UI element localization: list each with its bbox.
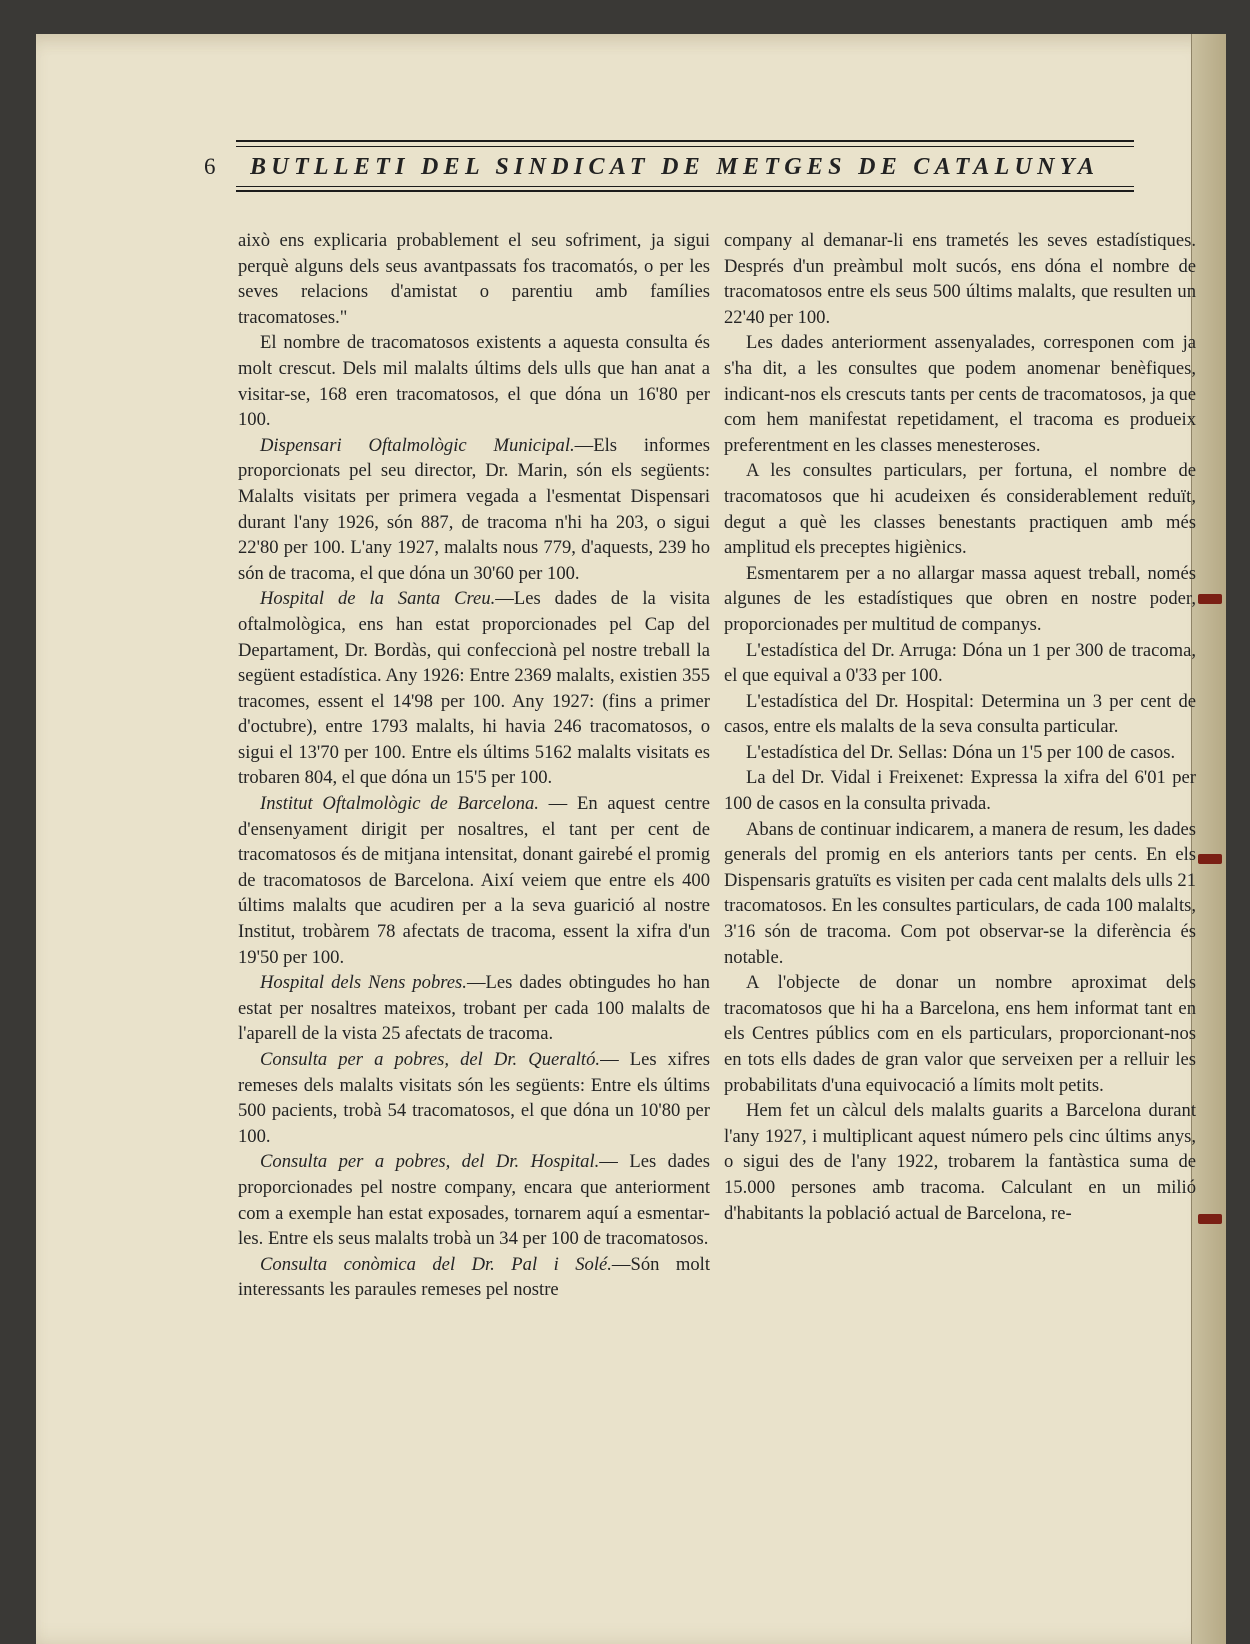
paragraph: Les dades anteriorment assenyalades, corresponen com ja s'ha dit, a les consultes que podem anomenar benèfiques, indicant-nos els crescuts tants per cents de tracomatosos, ja que com hem manifestat repetidament, el tracoma es produeix preferentment en les classes menesteroses. — [724, 332, 1196, 456]
paragraph — [238, 586, 710, 791]
left-column — [238, 228, 710, 1303]
section-text: —Els informes proporcionats pel seu director, Dr. Marin, són els següents: Malalts visitats per primera vegada a l'esmentat Dispensari durant l'any 1926, són 887, de tracoma n'hi ha 203, o sigui 22'80 per 100. L'any 1927, malalts nous 779, d'aquests, 239 ho són de tracoma, el que dóna un 30'60 per 100. — [238, 434, 710, 584]
paragraph: L'estadística del Dr. Hospital: Determina un 3 per cent de casos, entre els malalts de la seva consulta particular. — [724, 690, 1196, 738]
section-lead: Dispensari Oftalmològic Municipal. — [260, 434, 575, 456]
section-text: — Les dades proporcionades pel nostre company, encara que anteriorment com a exemple han estat exposades, tornarem aquí a esmentar-les. Entre els seus malalts trobà un 34 per 100 de tracomatosos. — [238, 1151, 710, 1250]
paragraph: L'estadística del Dr. Arruga: Dóna un 1 per 300 de tracoma, el que equival a 0'33 per 100. — [724, 639, 1196, 687]
paragraph: Esmentarem per a no allargar massa aquest treball, només algunes de les estadístiques que obren en nostre poder, proporcionades per multitud de companys. — [724, 562, 1196, 635]
journal-title: BUTLLETI DEL SINDICAT DE METGES DE CATALUNYA — [250, 154, 1100, 180]
paragraph — [238, 791, 710, 970]
section-text: —Les dades obtingudes ho han estat per nosaltres mateixos, trobant per cada 100 malalts de l'aparell de la vista 25 afectats de tracoma. — [238, 972, 710, 1045]
edge-tab-mark — [1198, 594, 1222, 604]
paragraph: El nombre de tracomatosos existents a aquesta consulta és molt crescut. Dels mil malalts últims dels ulls que han anat a visitar-se, 168 eren tracomatosos, el que dóna un 16'80 per 100. — [238, 332, 710, 431]
document-page — [36, 34, 1226, 1644]
section-text: — En aquest centre d'ensenyament dirigit per nosaltres, el tant per cent de tracomatosos és de mitjana intensitat, donant gairebé el promig de tracomatosos de Barcelona. Així veiem que entre els 400 últims malalts que acudiren per a la seva guarició al nostre Institut, trobàrem 78 afectats de tracoma, essent la xifra d'un 19'50 per 100. — [238, 793, 711, 968]
paragraph: La del Dr. Vidal i Freixenet: Expressa la xifra del 6'01 per 100 de casos en la consulta privada. — [724, 767, 1196, 815]
page-number: 6 — [204, 154, 216, 179]
paragraph: Abans de continuar indicarem, a manera de resum, les dades generals del promig en els anteriors tants per cents. En els Dispensaris gratuïts es visiten per cada cent malalts dels ulls 21 tracomatosos. En les consultes particulars, de cada 100 malalts, 3'16 són de tracoma. Com pot observar-se la diferència és notable. — [724, 818, 1196, 968]
right-column — [724, 228, 1196, 1226]
paragraph: A l'objecte de donar un nombre aproximat dels tracomatosos que hi ha a Barcelona, ens hem informat tant en els Centres públics com en els particulars, proporcionant-nos en tots ells dades de gran valor que serveixen per a relluir les probabilitats d'una equivocació a límits molt petits. — [724, 972, 1196, 1096]
paragraph: L'estadística del Dr. Sellas: Dóna un 1'5 per 100 de casos. — [746, 741, 1176, 763]
section-lead: Institut Oftalmològic de Barcelona. — [260, 793, 539, 815]
paragraph — [238, 1149, 710, 1251]
section-lead: Hospital de la Santa Creu. — [260, 588, 496, 610]
section-lead: Consulta conòmica del Dr. Pal i Solé. — [260, 1253, 612, 1275]
paragraph: A les consultes particulars, per fortuna, el nombre de tracomatosos que hi acudeixen és considerablement reduït, degut a què les classes benestants practiquen amb més amplitud els preceptes higiènics. — [724, 460, 1196, 559]
paragraph — [238, 1047, 710, 1149]
section-lead: Consulta per a pobres, del Dr. Hospital. — [260, 1151, 600, 1173]
paragraph — [238, 1252, 710, 1303]
paragraph — [238, 970, 710, 1047]
edge-tab-mark — [1198, 854, 1222, 864]
section-lead: Consulta per a pobres, del Dr. Queraltó. — [260, 1049, 601, 1070]
header-top-rule — [236, 140, 1134, 142]
edge-tab-mark — [1198, 1214, 1222, 1224]
section-text: —Les dades de la visita oftalmològica, ens han estat proporcionades pel Cap del Departament, Dr. Bordàs, qui confeccionà pel nostre treball la següent estadística. Any 1926: Entre 2369 malalts, existien 355 tracomes, essent el 14'98 per 100. Any 1927: (fins a primer d'octubre), entre 1793 malalts, hi havia 246 tracomatosos, o sigui el 13'70 per 100. Entre els últims 5162 malalts visitats es trobaren 804, el que dóna un 15'5 per 100. — [238, 588, 710, 789]
page-header — [204, 114, 1134, 204]
header-bottom-rule-thin — [236, 186, 1134, 187]
paragraph: Hem fet un càlcul dels malalts guarits a Barcelona durant l'any 1927, i multiplicant aquest número pels cinc últims anys, o sigui des de l'any 1922, trobarem la fantàstica suma de 15.000 persones amb tracoma. Calculant en un milió d'habitants la població actual de Barcelona, re- — [724, 1100, 1196, 1224]
section-lead: Hospital dels Nens pobres. — [260, 972, 467, 994]
header-top-rule-thin — [236, 146, 1134, 147]
header-bottom-rule — [236, 190, 1134, 192]
paragraph: company al demanar-li ens trametés les seves estadístiques. Després d'un preàmbul molt sucós, ens dóna el nombre de tracomatosos entre els seus 500 últims malalts, que resulten un 22'40 per 100. — [724, 230, 1196, 328]
paragraph — [238, 433, 710, 587]
paragraph: això ens explicaria probablement el seu sofriment, ja sigui perquè alguns dels seus avantpassats fos tracomatós, o per les seves relacions d'amistat o parentiu amb famílies tracomatoses." — [238, 230, 710, 328]
header-line — [204, 154, 1134, 181]
section-text: — Les xifres remeses dels malalts visitats són les següents: Entre els últims 500 pacients, trobà 54 tracomatosos, el que dóna un 10'80 per 100. — [238, 1049, 710, 1147]
section-text: —Són molt interessants les paraules remeses pel nostre — [238, 1253, 710, 1301]
page-edge — [1191, 34, 1226, 1644]
